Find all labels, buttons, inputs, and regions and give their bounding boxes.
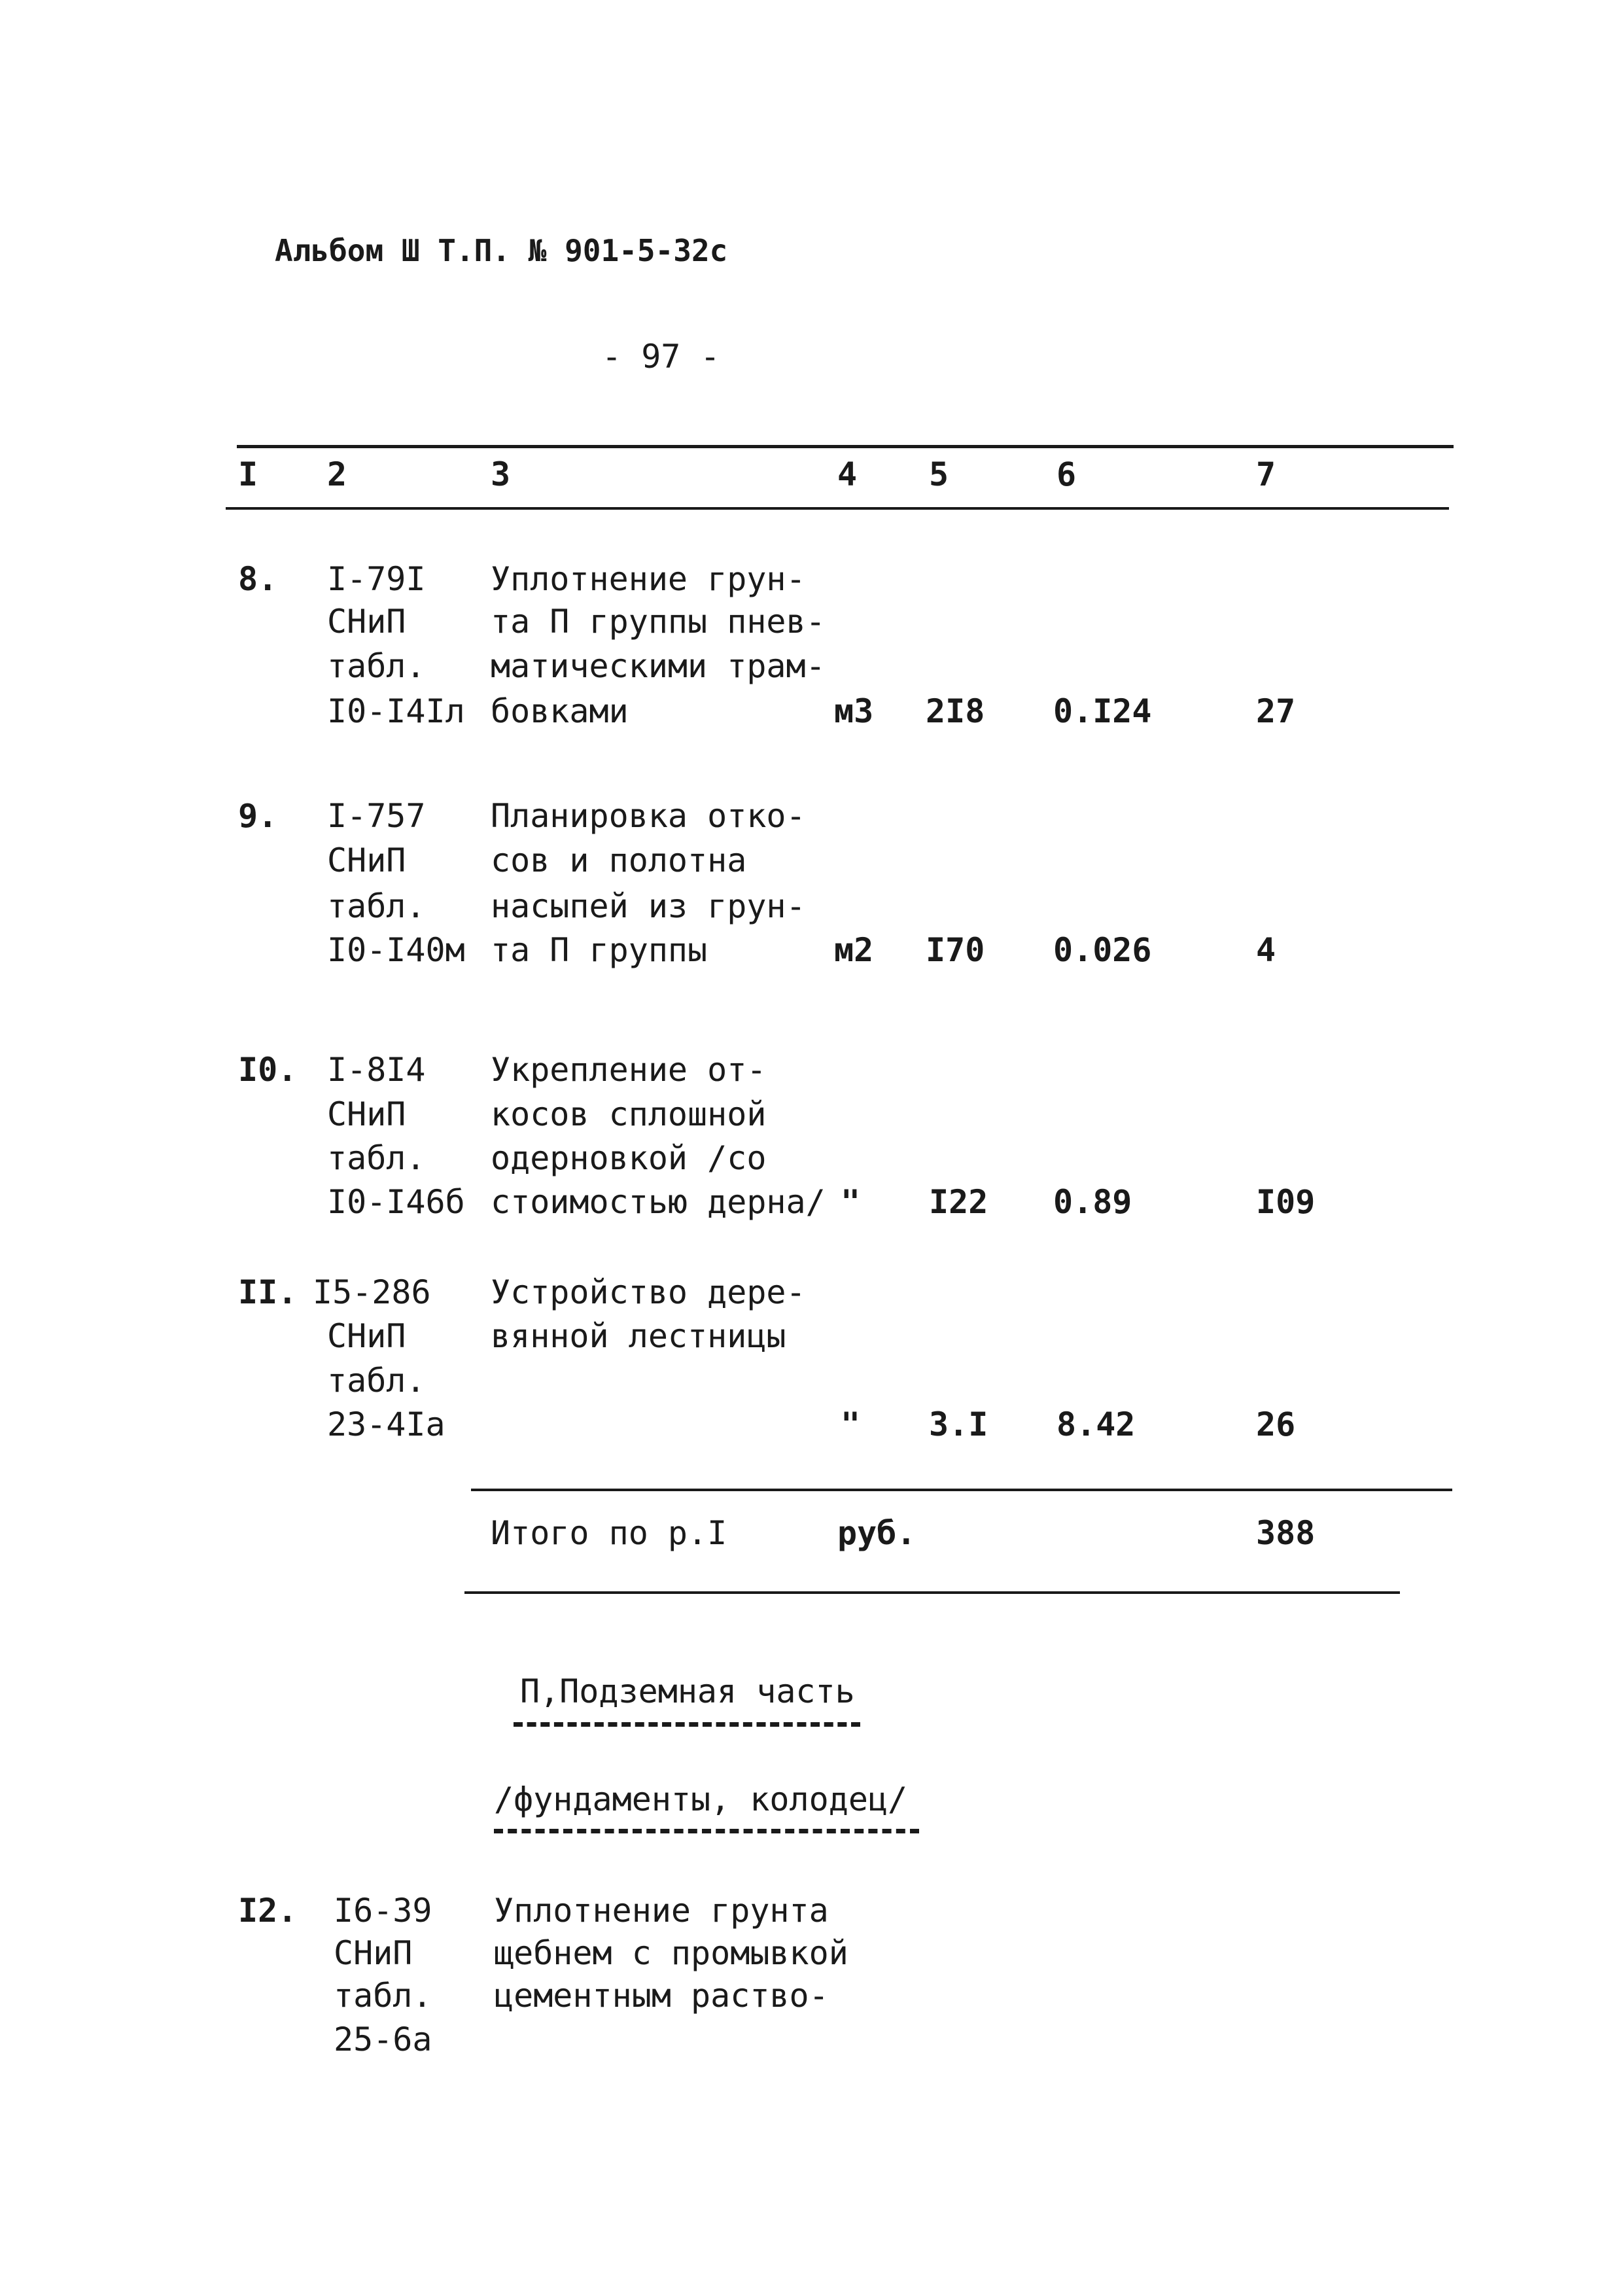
norm-code: I0-I40м	[327, 931, 465, 969]
norm-code: табл.	[327, 887, 426, 925]
work-description: стоимостью дерна/	[491, 1183, 826, 1221]
quantity: I70	[926, 931, 985, 969]
norm-code: 23-4Iа	[327, 1405, 445, 1443]
column-number-5: 5	[929, 455, 949, 493]
unit-price: 0.89	[1053, 1183, 1132, 1221]
unit-price: 0.026	[1053, 931, 1152, 969]
work-description: вянной лестницы	[491, 1317, 786, 1355]
section-subtitle: /фундаменты, колодец/	[494, 1780, 908, 1818]
norm-code: табл.	[334, 1977, 432, 2015]
norm-code: СНиП	[327, 1317, 406, 1355]
quantity: I22	[929, 1183, 988, 1221]
norm-code: 25-6а	[334, 2021, 432, 2058]
unit: м2	[834, 931, 874, 969]
subtotal-unit: руб.	[837, 1514, 916, 1552]
album-reference: Альбом Ш Т.П. № 901-5-32с	[275, 233, 728, 268]
work-description: насыпей из грун-	[491, 887, 806, 925]
work-description: та П группы пнев-	[491, 603, 826, 641]
page-number: - 97 -	[602, 338, 720, 376]
norm-code: табл.	[327, 1362, 426, 1400]
unit-price: 0.I24	[1053, 692, 1152, 730]
norm-code: I-8I4	[327, 1051, 426, 1089]
work-description: косов сплошной	[491, 1095, 767, 1133]
column-number-6: 6	[1056, 455, 1077, 493]
norm-code: I0-I46б	[327, 1183, 465, 1221]
norm-code: СНиП	[327, 603, 406, 641]
row-number: 9.	[238, 797, 278, 835]
work-description: матическими трам-	[491, 647, 826, 685]
subtotal-bottom-rule	[464, 1591, 1400, 1594]
norm-code: I0-I4Iл	[327, 692, 465, 730]
row-number: 8.	[238, 560, 278, 598]
norm-code: I-79I	[327, 560, 426, 598]
unit: "	[841, 1405, 861, 1443]
work-description: Уплотнение грун-	[491, 560, 806, 598]
work-description: Укрепление от-	[491, 1051, 767, 1089]
norm-code: I5-286	[313, 1273, 431, 1311]
work-description: Устройство дере-	[491, 1273, 806, 1311]
row-number: I0.	[238, 1051, 298, 1089]
norm-code: табл.	[327, 647, 426, 685]
norm-code: I-757	[327, 797, 426, 835]
total-cost: 4	[1256, 931, 1276, 969]
column-number-3: 3	[491, 455, 511, 493]
quantity: 2I8	[926, 692, 985, 730]
column-number-7: 7	[1256, 455, 1276, 493]
unit: м3	[834, 692, 874, 730]
row-number: II.	[238, 1273, 298, 1311]
total-cost: I09	[1256, 1183, 1316, 1221]
section-title-underline	[514, 1722, 860, 1727]
quantity: 3.I	[929, 1405, 988, 1443]
row-number: I2.	[238, 1892, 298, 1930]
work-description: бовками	[491, 692, 629, 730]
subtotal-label: Итого по р.I	[491, 1514, 727, 1552]
subtotal-total: 388	[1256, 1514, 1316, 1552]
section-title: П,Подземная часть	[520, 1672, 855, 1710]
work-description: та П группы	[491, 931, 708, 969]
work-description: сов и полотна	[491, 841, 747, 879]
total-cost: 27	[1256, 692, 1296, 730]
norm-code: табл.	[327, 1139, 426, 1177]
table-top-rule	[237, 445, 1454, 448]
work-description: цементным раство-	[494, 1977, 829, 2015]
norm-code: СНиП	[327, 841, 406, 879]
norm-code: СНиП	[327, 1095, 406, 1133]
work-description: одерновкой /со	[491, 1139, 767, 1177]
unit: "	[841, 1183, 861, 1221]
total-cost: 26	[1256, 1405, 1296, 1443]
section-subtitle-underline	[494, 1829, 919, 1833]
column-number-4: 4	[837, 455, 858, 493]
work-description: щебнем с промывкой	[494, 1934, 848, 1972]
unit-price: 8.42	[1056, 1405, 1136, 1443]
work-description: Уплотнение грунта	[494, 1892, 829, 1930]
column-number-2: 2	[327, 455, 347, 493]
table-header-rule	[226, 507, 1449, 510]
norm-code: СНиП	[334, 1934, 413, 1972]
column-number-1: I	[238, 455, 258, 493]
subtotal-top-rule	[471, 1489, 1452, 1491]
norm-code: I6-39	[334, 1892, 432, 1930]
work-description: Планировка отко-	[491, 797, 806, 835]
